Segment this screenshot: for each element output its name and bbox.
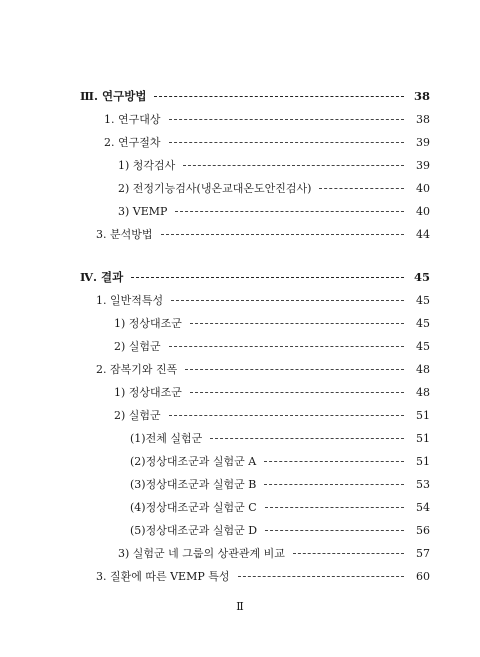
- toc-entry: [96, 290, 430, 310]
- toc-entry: [118, 178, 430, 198]
- toc-entry: [130, 497, 430, 517]
- toc-section-results: [80, 267, 430, 287]
- toc-entry-label: (2)정상대조군과 실험군 A: [130, 455, 257, 468]
- toc-entry-label: (3)정상대조군과 실험군 B: [130, 478, 257, 491]
- toc-entry-label: 1. 일반적특성: [96, 294, 164, 307]
- toc-entry: [130, 451, 430, 471]
- toc-page-number: 51: [416, 431, 430, 445]
- toc-entry: [118, 201, 430, 221]
- toc-entry-label: 1) 정상대조군: [114, 386, 182, 399]
- toc-page-number: 38: [413, 89, 430, 103]
- toc-section-label: Ⅳ. 결과: [80, 270, 124, 284]
- toc-leader: [169, 142, 405, 143]
- toc-page-number: 40: [416, 204, 430, 218]
- toc-page-number: 40: [416, 181, 430, 195]
- toc-page-number: 56: [416, 523, 430, 537]
- toc-leader: [183, 165, 404, 166]
- toc-entry-label: 3. 질환에 따른 VEMP 특성: [96, 570, 230, 583]
- toc-entry-label: (1)전체 실험군: [130, 432, 203, 445]
- toc-entry: [114, 336, 430, 356]
- toc-page-number: 48: [416, 362, 430, 376]
- toc-entry-label: 2) 전정기능검사(냉온교대온도안진검사): [118, 182, 312, 195]
- toc-entry-label: 3. 분석방법: [96, 228, 153, 241]
- toc-page-number: 45: [416, 339, 430, 353]
- toc-page-number: 51: [416, 408, 430, 422]
- toc-page-number: 54: [416, 500, 430, 514]
- toc-entry-label: 2. 잠복기와 진폭: [96, 363, 178, 376]
- toc-leader: [190, 323, 404, 324]
- toc-page-number: 39: [416, 158, 430, 172]
- toc-entry: [96, 224, 430, 244]
- page-number: Ⅱ: [236, 600, 244, 613]
- toc-entry-label: 1) 청각검사: [118, 159, 176, 172]
- toc-entry: [104, 132, 430, 152]
- toc-leader: [293, 553, 404, 554]
- toc-page-number: 53: [416, 477, 430, 491]
- toc-page-number: 38: [416, 112, 430, 126]
- toc-leader: [154, 96, 404, 97]
- toc-page-number: 45: [416, 293, 430, 307]
- toc-leader: [161, 234, 405, 235]
- toc-leader: [190, 392, 404, 393]
- toc-entry-label: 1. 연구대상: [104, 113, 161, 126]
- toc-entry-label: 2) 실험군: [114, 340, 161, 353]
- toc-entry-label: 2) 실험군: [114, 409, 161, 422]
- toc-leader: [169, 119, 405, 120]
- toc-entry: [118, 155, 430, 175]
- toc-leader: [210, 438, 404, 439]
- toc-entry: [130, 428, 430, 448]
- toc-page-number: 51: [416, 454, 430, 468]
- toc-leader: [265, 530, 404, 531]
- toc-entry: [118, 543, 430, 563]
- toc-leader: [131, 277, 404, 278]
- toc-leader: [175, 211, 404, 212]
- toc-entry-label: 2. 연구절차: [104, 136, 161, 149]
- toc-page-number: 44: [416, 227, 430, 241]
- toc-page-number: 60: [416, 569, 430, 583]
- toc-entry-label: 3) VEMP: [118, 204, 168, 218]
- toc-entry: [104, 109, 430, 129]
- toc-entry-label: 3) 실험군 네 그룹의 상관관계 비교: [118, 547, 285, 560]
- toc-entry: [96, 566, 430, 586]
- toc-entry: [96, 359, 430, 379]
- toc-leader: [264, 484, 404, 485]
- toc-section-methods: [80, 86, 430, 106]
- toc-page-number: 45: [413, 270, 430, 284]
- toc-page-number: 57: [416, 546, 430, 560]
- toc-entry: [130, 474, 430, 494]
- toc-leader: [185, 369, 404, 370]
- toc-leader: [238, 576, 404, 577]
- toc-entry: [114, 382, 430, 402]
- toc-leader: [264, 461, 404, 462]
- toc-page-number: 45: [416, 316, 430, 330]
- toc-entry: [114, 313, 430, 333]
- toc-leader: [171, 300, 404, 301]
- toc-leader: [265, 507, 404, 508]
- toc-page-number: 39: [416, 135, 430, 149]
- toc-section-label: Ⅲ. 연구방법: [80, 89, 147, 103]
- toc-entry-label: 1) 정상대조군: [114, 317, 182, 330]
- toc-entry-label: (4)정상대조군과 실험군 C: [130, 501, 257, 514]
- toc-leader: [169, 415, 404, 416]
- toc-entry: [114, 405, 430, 425]
- toc-page-number: 48: [416, 385, 430, 399]
- toc-leader: [319, 188, 404, 189]
- toc-entry: [130, 520, 430, 540]
- toc-entry-label: (5)정상대조군과 실험군 D: [130, 524, 258, 537]
- toc-leader: [169, 346, 404, 347]
